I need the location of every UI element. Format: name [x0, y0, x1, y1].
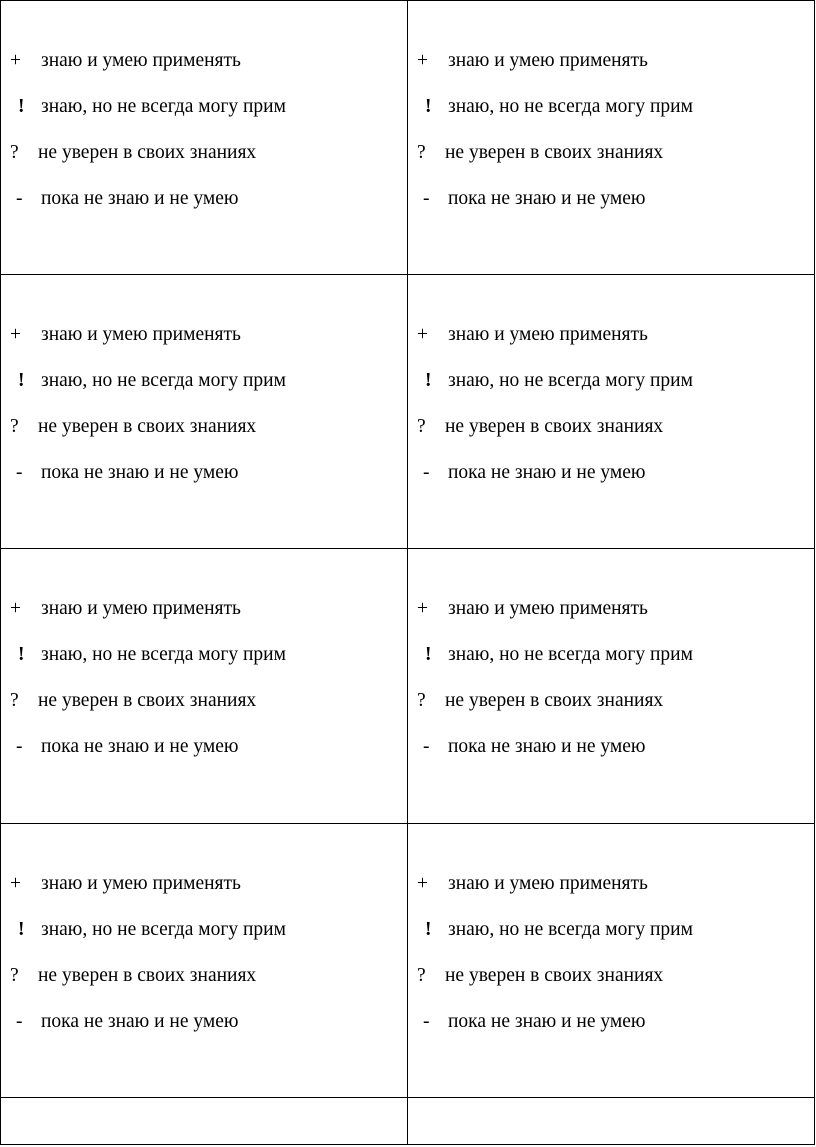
- question-symbol: ?: [10, 964, 19, 986]
- card-row: [1, 823, 815, 1097]
- dash-symbol: -: [16, 1010, 23, 1032]
- dash-symbol: -: [16, 736, 23, 758]
- line-text: пока не знаю и не умею: [448, 462, 646, 484]
- line-text: не уверен в своих знаниях: [38, 964, 257, 986]
- line-text: не уверен в своих знаниях: [38, 142, 257, 163]
- line-text: пока не знаю и не умею: [41, 1010, 239, 1032]
- plus-symbol: +: [417, 324, 428, 346]
- line-text: пока не знаю и не умею: [41, 188, 239, 209]
- exclamation-symbol: !: [425, 918, 432, 940]
- line-text: пока не знаю и не умею: [41, 462, 239, 484]
- plus-symbol: +: [417, 872, 428, 894]
- line-text: знаю, но не всегда могу прим: [41, 370, 286, 392]
- self-assessment-card: [408, 275, 815, 549]
- empty-cell: [1, 1097, 408, 1144]
- question-symbol: ?: [417, 416, 426, 438]
- self-assessment-card: [1, 275, 408, 549]
- exclamation-symbol: !: [425, 370, 432, 392]
- self-assessment-card: [408, 823, 815, 1097]
- exclamation-symbol: !: [425, 96, 432, 117]
- line-text: знаю, но не всегда могу прим: [448, 644, 693, 666]
- dash-symbol: -: [423, 1010, 430, 1032]
- self-assessment-card: [1, 1, 408, 275]
- exclamation-symbol: !: [18, 96, 25, 117]
- line-text: знаю и умею применять: [41, 324, 241, 346]
- plus-symbol: +: [10, 50, 21, 71]
- line-text: не уверен в своих знаниях: [38, 416, 257, 438]
- card-row: [1, 275, 815, 549]
- self-assessment-card: [408, 1, 815, 275]
- line-text: знаю, но не всегда могу прим: [41, 96, 286, 117]
- line-text: пока не знаю и не умею: [448, 1010, 646, 1032]
- card-row: [1, 1, 815, 275]
- dash-symbol: -: [16, 188, 23, 209]
- line-text: знаю и умею применять: [448, 598, 648, 620]
- dash-symbol: -: [423, 736, 430, 758]
- line-text: знаю, но не всегда могу прим: [41, 918, 286, 940]
- dash-symbol: -: [423, 462, 430, 484]
- empty-row: [1, 1097, 815, 1144]
- question-symbol: ?: [10, 416, 19, 438]
- line-text: знаю и умею применять: [448, 50, 648, 71]
- exclamation-symbol: !: [425, 644, 432, 666]
- plus-symbol: +: [10, 598, 21, 620]
- exclamation-symbol: !: [18, 370, 25, 392]
- question-symbol: ?: [417, 142, 426, 163]
- plus-symbol: +: [10, 324, 21, 346]
- plus-symbol: +: [10, 872, 21, 894]
- self-assessment-card: [408, 549, 815, 823]
- line-text: не уверен в своих знаниях: [445, 142, 664, 163]
- line-text: знаю и умею применять: [448, 872, 648, 894]
- self-assessment-card: [1, 549, 408, 823]
- plus-symbol: +: [417, 50, 428, 71]
- exclamation-symbol: !: [18, 644, 25, 666]
- dash-symbol: -: [16, 462, 23, 484]
- plus-symbol: +: [417, 598, 428, 620]
- dash-symbol: -: [423, 188, 430, 209]
- line-text: знаю, но не всегда могу прим: [448, 96, 693, 117]
- line-text: пока не знаю и не умею: [41, 736, 239, 758]
- line-text: знаю, но не всегда могу прим: [41, 644, 286, 666]
- question-symbol: ?: [417, 690, 426, 712]
- line-text: не уверен в своих знаниях: [445, 690, 664, 712]
- question-symbol: ?: [10, 142, 19, 163]
- line-text: пока не знаю и не умею: [448, 736, 646, 758]
- empty-cell: [408, 1097, 815, 1144]
- line-text: знаю и умею применять: [41, 872, 241, 894]
- line-text: знаю и умею применять: [41, 598, 241, 620]
- line-text: пока не знаю и не умею: [448, 188, 646, 209]
- question-symbol: ?: [417, 964, 426, 986]
- line-text: знаю, но не всегда могу прим: [448, 370, 693, 392]
- line-text: знаю, но не всегда могу прим: [448, 918, 693, 940]
- line-text: не уверен в своих знаниях: [38, 690, 257, 712]
- exclamation-symbol: !: [18, 918, 25, 940]
- line-text: не уверен в своих знаниях: [445, 416, 664, 438]
- line-text: не уверен в своих знаниях: [445, 964, 664, 986]
- question-symbol: ?: [10, 690, 19, 712]
- self-assessment-card: [1, 823, 408, 1097]
- card-row: [1, 549, 815, 823]
- line-text: знаю и умею применять: [448, 324, 648, 346]
- line-text: знаю и умею применять: [41, 50, 241, 71]
